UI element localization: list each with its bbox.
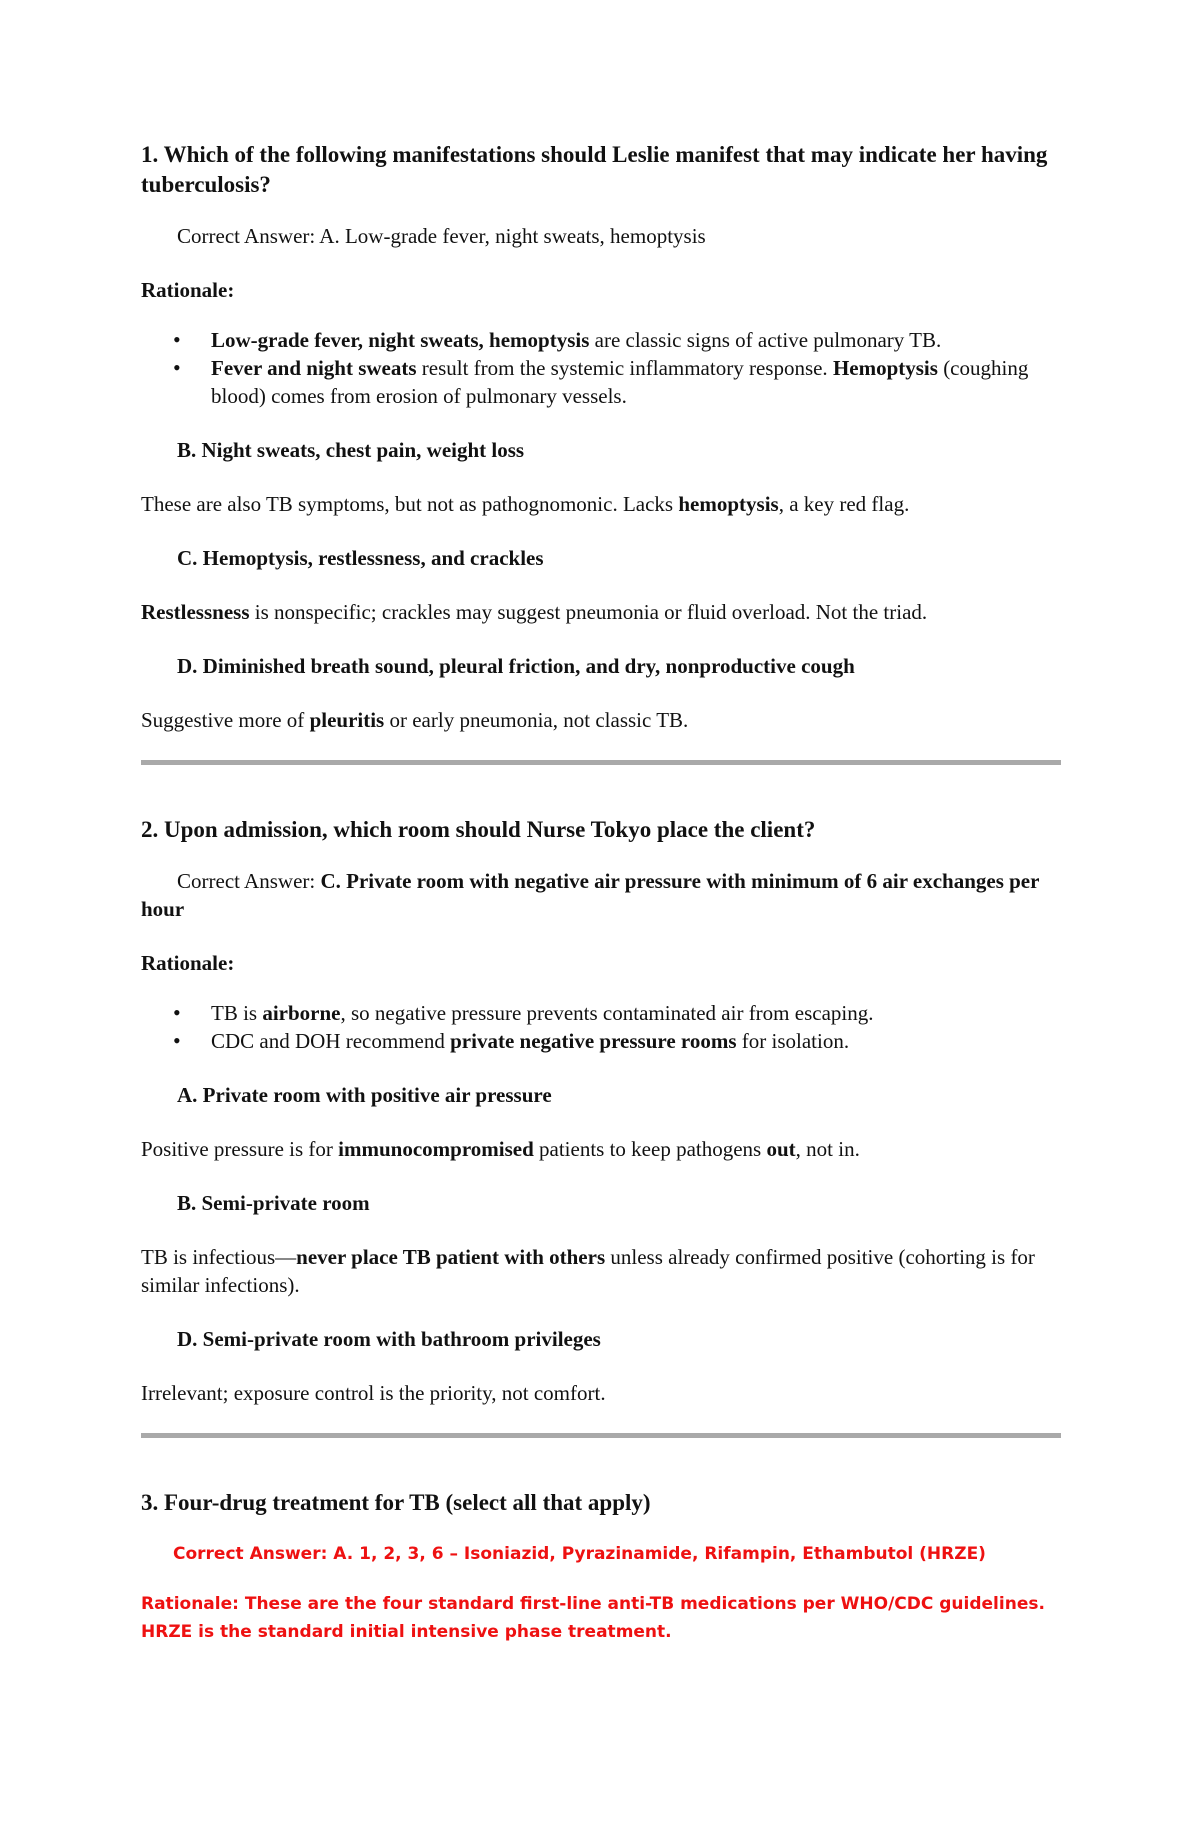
question-1-title: 1. Which of the following manifestations should Leslie manifest that may indicate her having tuberculosis?	[141, 142, 1048, 197]
list-item: • Low-grade fever, night sweats, hemoptysis are classic signs of active pulmonary TB.	[141, 326, 1061, 354]
section-divider	[141, 1433, 1061, 1438]
question-2-rationale-label: Rationale:	[141, 951, 235, 975]
question-2-option-a-explanation: Positive pressure is for immunocompromised patients to keep pathogens out, not in.	[141, 1137, 860, 1161]
question-3-rationale: Rationale: These are the four standard first-line anti-TB medications per WHO/CDC guidelines. HRZE is the standard initial intensive phase treatment.	[141, 1594, 1045, 1642]
list-item: • TB is airborne, so negative pressure prevents contaminated air from escaping.	[141, 999, 1061, 1027]
question-2-title: 2. Upon admission, which room should Nurse Tokyo place the client?	[141, 817, 816, 842]
question-1-rationale-list	[141, 326, 1061, 410]
question-1-option-c: C. Hemoptysis, restlessness, and crackles	[177, 546, 544, 570]
section-divider	[141, 760, 1061, 765]
question-1-option-d-explanation: Suggestive more of pleuritis or early pneumonia, not classic TB.	[141, 708, 689, 732]
question-3-correct-answer: Correct Answer: A. 1, 2, 3, 6 – Isoniazid, Pyrazinamide, Rifampin, Ethambutol (HRZE)	[173, 1544, 986, 1564]
question-1-option-c-explanation: Restlessness is nonspecific; crackles may suggest pneumonia or fluid overload. Not the triad.	[141, 600, 928, 624]
question-3-title: 3. Four-drug treatment for TB (select all that apply)	[141, 1490, 651, 1515]
question-1-option-d: D. Diminished breath sound, pleural friction, and dry, nonproductive cough	[177, 654, 855, 678]
question-2-option-b-explanation: TB is infectious—never place TB patient with others unless already confirmed positive (cohorting is for similar infections).	[141, 1245, 1035, 1297]
question-2-correct-answer: Correct Answer: C. Private room with negative air pressure with minimum of 6 air exchanges per hour	[141, 869, 1040, 921]
question-1	[141, 140, 1061, 734]
question-2	[141, 815, 1061, 1407]
question-2-option-d: D. Semi-private room with bathroom privileges	[177, 1327, 601, 1351]
list-item: • Fever and night sweats result from the systemic inflammatory response. Hemoptysis (coughing blood) comes from erosion of pulmonary vessels.	[141, 354, 1061, 410]
question-1-rationale-label: Rationale:	[141, 278, 235, 302]
question-1-option-b: B. Night sweats, chest pain, weight loss	[177, 438, 525, 462]
question-3	[141, 1488, 1061, 1646]
question-2-rationale-list	[141, 999, 1061, 1055]
document-page	[141, 140, 1061, 1646]
list-item: • CDC and DOH recommend private negative pressure rooms for isolation.	[141, 1027, 1061, 1055]
question-1-correct-answer: Correct Answer: A. Low-grade fever, night sweats, hemoptysis	[177, 224, 706, 248]
question-1-option-b-explanation: These are also TB symptoms, but not as pathognomonic. Lacks hemoptysis, a key red flag.	[141, 492, 910, 516]
question-2-option-d-explanation: Irrelevant; exposure control is the priority, not comfort.	[141, 1381, 606, 1405]
question-2-option-a: A. Private room with positive air pressure	[177, 1083, 552, 1107]
question-2-option-b: B. Semi-private room	[177, 1191, 370, 1215]
